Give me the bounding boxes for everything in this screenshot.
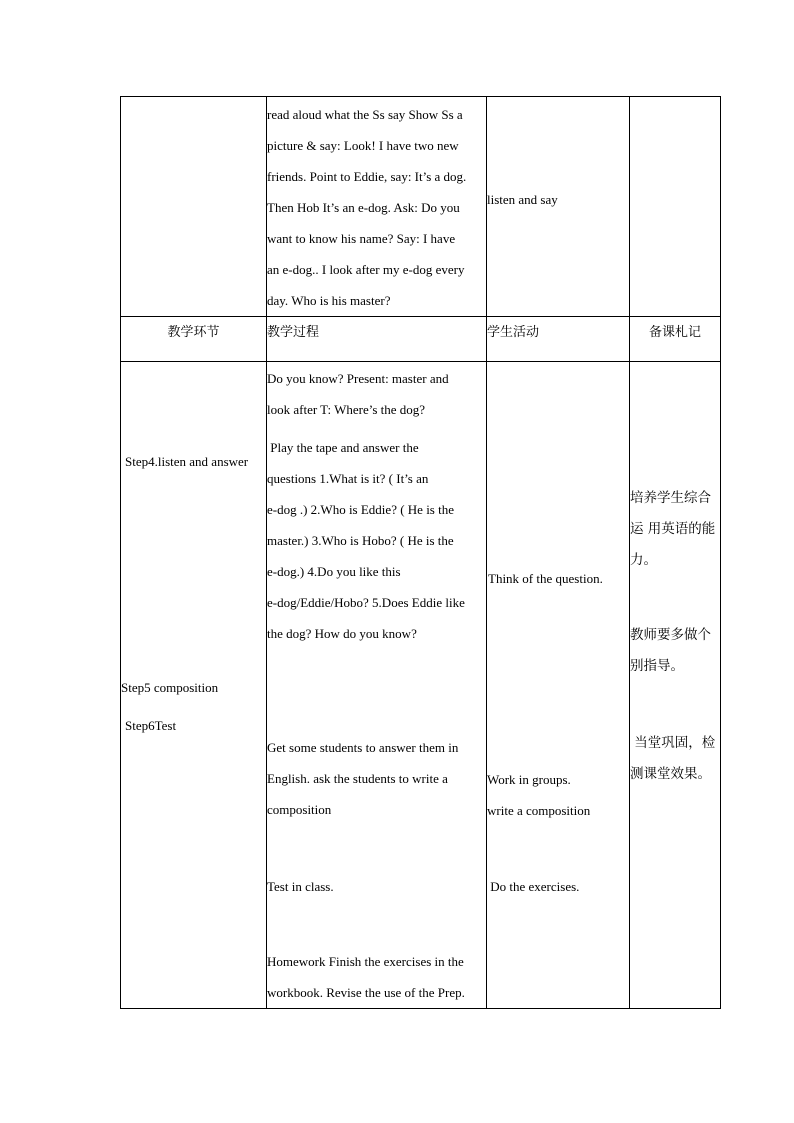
header-process: 教学过程 (267, 317, 487, 362)
text-line: 测课堂效果。 (630, 766, 711, 782)
text-line: workbook. Revise the use of the Prep. (267, 985, 465, 1000)
header-notes: 备课札记 (630, 317, 721, 362)
text-line: 别指导。 (630, 658, 684, 674)
text-line: 力。 (630, 552, 657, 568)
test-text: Test in class. (267, 879, 334, 894)
header-activity: 学生活动 (487, 317, 630, 362)
text-line: read aloud what the Ss say Show Ss a (267, 107, 463, 122)
text-line: the dog? How do you know? (267, 626, 417, 641)
text-line: look after T: Where’s the dog? (267, 402, 426, 417)
note-block-2 (630, 620, 721, 682)
step6-label: Step6Test (125, 718, 177, 733)
intro-block (267, 363, 487, 425)
note-block-3 (630, 728, 721, 790)
text-line: Play the tape and answer the (267, 440, 419, 455)
text-line: write a composition (487, 803, 591, 818)
notes-cell (630, 362, 721, 1009)
activity-cell (487, 362, 630, 1009)
text-line: Do you know? Present: master and (267, 371, 449, 386)
text-line: 培养学生综合 (630, 490, 711, 506)
text-line: e-dog/Eddie/Hobo? 5.Does Eddie like (267, 595, 465, 610)
text-line: friends. Point to Eddie, say: It’s a dog. (267, 169, 467, 184)
stage-cell-empty (121, 97, 267, 317)
text-line: master.) 3.Who is Hobo? ( He is the (267, 533, 454, 548)
process-text (267, 97, 486, 316)
text-line: day. Who is his master? (267, 293, 391, 308)
text-line: 运 用英语的能 (630, 521, 716, 537)
text-line: 教师要多做个 (630, 627, 711, 643)
text-line: composition (267, 802, 332, 817)
tape-questions-block (267, 432, 487, 649)
text-line: picture & say: Look! I have two new (267, 138, 459, 153)
text-line: English. ask the students to write a (267, 771, 448, 786)
text-line: questions 1.What is it? ( It’s an (267, 471, 429, 486)
homework-block (267, 946, 487, 1008)
process-cell (267, 97, 487, 317)
note-block-1 (630, 483, 721, 576)
text-line: Homework Finish the exercises in the (267, 954, 464, 969)
header-row (121, 317, 721, 362)
exercises-text: Do the exercises. (487, 879, 580, 894)
step5-label: Step5 composition (121, 680, 219, 695)
text-line: e-dog .) 2.Who is Eddie? ( He is the (267, 502, 455, 517)
header-stage: 教学环节 (121, 317, 267, 362)
lesson-plan-table (120, 96, 721, 1009)
activity-cell (487, 97, 630, 317)
notes-cell-empty (630, 97, 721, 317)
think-text: Think of the question. (488, 571, 603, 586)
text-line: Get some students to answer them in (267, 740, 459, 755)
text-line: Then Hob It’s an e-dog. Ask: Do you (267, 200, 460, 215)
composition-block (267, 732, 487, 825)
text-line: want to know his name? Say: I have (267, 231, 456, 246)
text-line: 当堂巩固，检 (630, 735, 716, 751)
text-line: Work in groups. (487, 772, 571, 787)
table-row (121, 362, 721, 1009)
process-cell (267, 362, 487, 1009)
text-line: an e-dog.. I look after my e-dog every (267, 262, 465, 277)
step4-label: Step4.listen and answer (125, 454, 249, 469)
stage-cell (121, 362, 267, 1009)
work-block (487, 764, 630, 826)
text-line: e-dog.) 4.Do you like this (267, 564, 401, 579)
table-row (121, 97, 721, 317)
activity-text: listen and say (487, 192, 558, 207)
